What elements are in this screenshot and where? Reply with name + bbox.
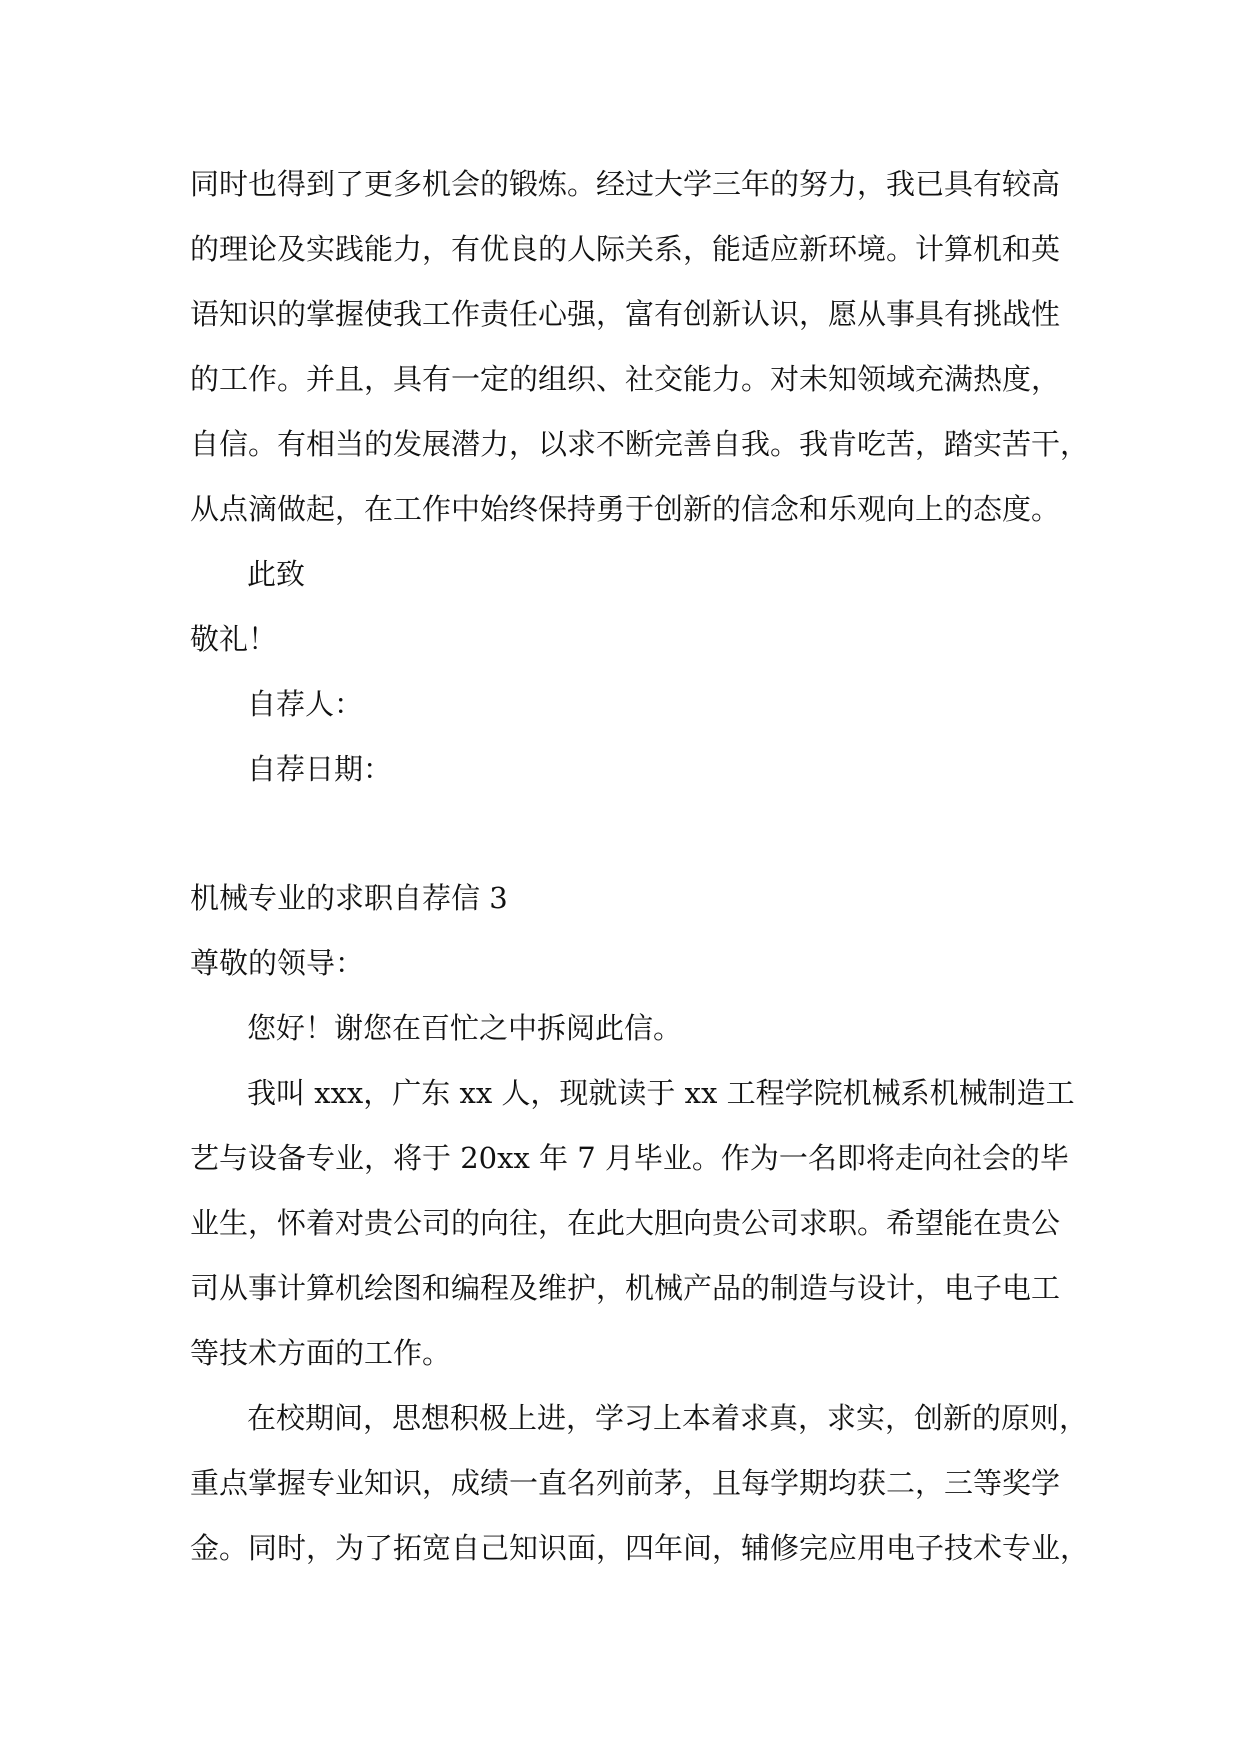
signature-label: 自荐人： (247, 687, 364, 721)
greeting-line: 您好！谢您在百忙之中拆阅此信。 (247, 1011, 683, 1045)
body-text-line: 业生，怀着对贵公司的向往，在此大胆向贵公司求职。希望能在贵公 (190, 1206, 1061, 1240)
body-text-line: 司从事计算机绘图和编程及维护，机械产品的制造与设计，电子电工 (190, 1271, 1061, 1305)
body-text-line: 的工作。并且，具有一定的组织、社交能力。对未知领域充满热度， (190, 362, 1061, 396)
section-heading: 机械专业的求职自荐信 3 (190, 881, 508, 915)
body-text-line: 艺与设备专业，将于 20xx 年 7 月毕业。作为一名即将走向社会的毕 (190, 1141, 1069, 1175)
body-text-line: 重点掌握专业知识，成绩一直名列前茅，且每学期均获二，三等奖学 (190, 1466, 1061, 1500)
date-label: 自荐日期： (247, 752, 393, 786)
body-text-line: 同时也得到了更多机会的锻炼。经过大学三年的努力，我已具有较高 (190, 167, 1061, 201)
body-text-line: 的理论及实践能力，有优良的人际关系，能适应新环境。计算机和英 (190, 232, 1061, 266)
body-text-line: 金。同时，为了拓宽自己知识面，四年间，辅修完应用电子技术专业， (190, 1531, 1090, 1565)
body-text-line: 等技术方面的工作。 (190, 1336, 452, 1370)
body-text-line: 从点滴做起，在工作中始终保持勇于创新的信念和乐观向上的态度。 (190, 492, 1061, 526)
body-text-line: 语知识的掌握使我工作责任心强，富有创新认识，愿从事具有挑战性 (190, 297, 1061, 331)
body-text-line: 自信。有相当的发展潜力，以求不断完善自我。我肯吃苦，踏实苦干， (190, 427, 1090, 461)
salutation-closing: 敬礼！ (190, 622, 278, 656)
body-text-line: 在校期间，思想积极上进，学习上本着求真，求实，创新的原则， (247, 1401, 1089, 1435)
closing-phrase: 此致 (247, 557, 306, 591)
letter-salutation: 尊敬的领导： (190, 946, 365, 980)
body-text-line: 我叫 xxx，广东 xx 人，现就读于 xx 工程学院机械系机械制造工 (247, 1076, 1075, 1110)
